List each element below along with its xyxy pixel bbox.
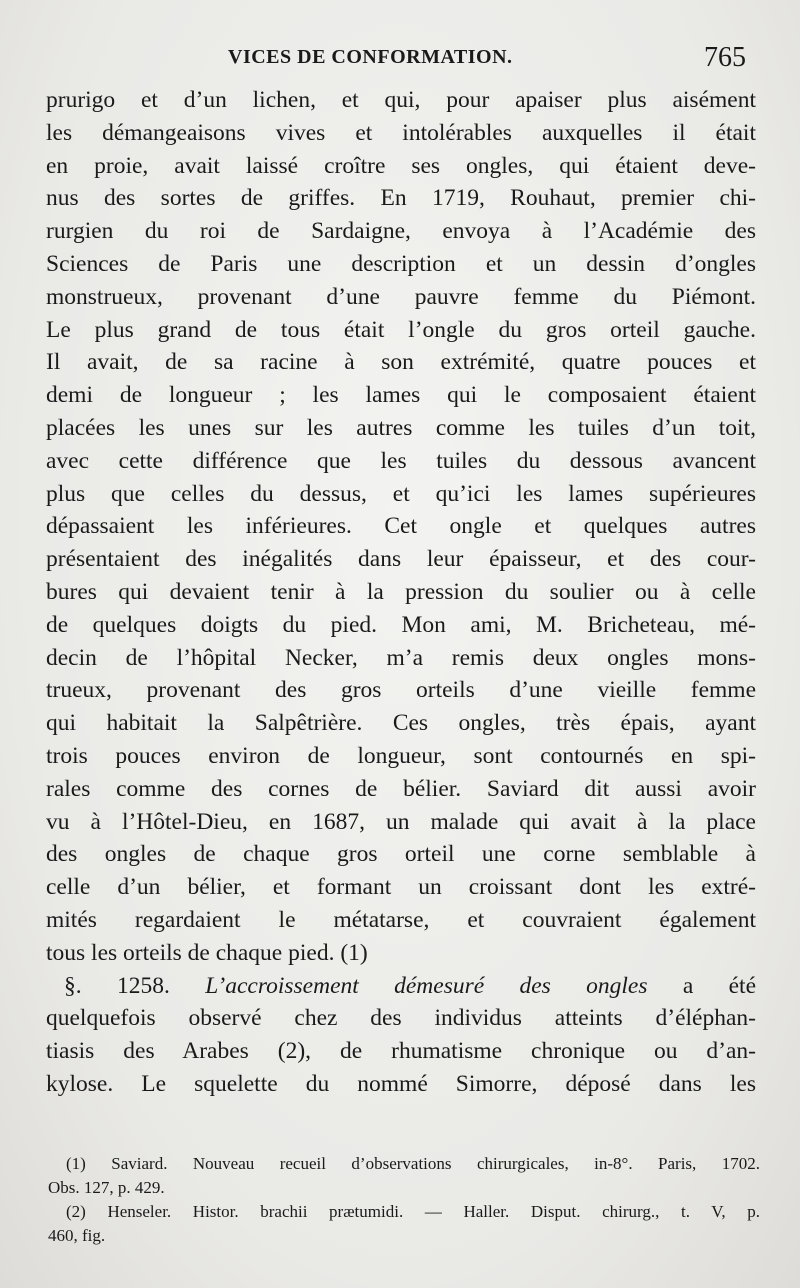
text-line: rales comme des cornes de bélier. Saviard dit aussi avoir xyxy=(46,775,756,802)
text-line: plus que celles du dessus, et qu’ici les lames supérieures xyxy=(46,480,756,507)
text-line: nus des sortes de griffes. En 1719, Rouhaut, premier chi- xyxy=(46,185,756,212)
footnote-1: (1) Saviard. Nouveau recueil d’observations chirurgicales, in-8°. Paris, 1702. xyxy=(66,1154,760,1173)
text-line: des ongles de chaque gros orteil une corne semblable à xyxy=(46,841,756,868)
text-line: quelquefois observé chez des individus atteints d’éléphan- xyxy=(46,1005,756,1032)
footnotes xyxy=(48,1152,760,1248)
footnote-2-cont: 460, fig. xyxy=(48,1226,106,1245)
text-line: celle d’un bélier, et formant un croissant dont les extré- xyxy=(46,874,756,901)
text-line: bures qui devaient tenir à la pression du soulier ou à celle xyxy=(46,578,756,605)
text-line: monstrueux, provenant d’une pauvre femme du Piémont. xyxy=(46,283,756,310)
body-text xyxy=(46,84,756,1101)
text-line: tous les orteils de chaque pied. (1) xyxy=(46,939,368,966)
text-line: présentaient des inégalités dans leur épaisseur, et des cour- xyxy=(46,546,756,573)
footnote-2: (2) Henseler. Histor. brachii prætumidi. — Haller. Disput. chirurg., t. V, p. xyxy=(66,1202,760,1221)
text-line: trois pouces environ de longueur, sont contournés en spi- xyxy=(46,742,756,769)
text-line: decin de l’hôpital Necker, m’a remis deux ongles mons- xyxy=(46,644,756,671)
text-line: de quelques doigts du pied. Mon ami, M. Bricheteau, mé- xyxy=(46,611,756,638)
text-line: dépassaient les inférieures. Cet ongle et quelques autres xyxy=(46,513,756,540)
text-line: demi de longueur ; les lames qui le composaient étaient xyxy=(46,382,756,409)
text-line: mités regardaient le métatarse, et couvraient également xyxy=(46,906,756,933)
section-heading-line xyxy=(46,970,756,1003)
section-number: §. 1258. xyxy=(64,972,170,999)
text-line: qui habitait la Salpêtrière. Ces ongles, très épais, ayant xyxy=(46,710,756,737)
text-line: les démangeaisons vives et intolérables auxquelles il était xyxy=(46,119,756,146)
text-line: placées les unes sur les autres comme les tuiles d’un toit, xyxy=(46,414,756,441)
text-line: Il avait, de sa racine à son extrémité, quatre pouces et xyxy=(46,349,756,376)
section-heading: L’accroissement démesuré des ongles xyxy=(205,972,648,999)
text-line: prurigo et d’un lichen, et qui, pour apaiser plus aisément xyxy=(46,87,756,113)
text-line: Le plus grand de tous était l’ongle du gros orteil gauche. xyxy=(46,316,756,343)
footnote-1-cont: Obs. 127, p. 429. xyxy=(48,1178,165,1197)
text-line: rurgien du roi de Sardaigne, envoya à l’Académie des xyxy=(46,218,756,245)
text-line: avec cette différence que les tuiles du dessous avancent xyxy=(46,447,756,474)
text-line: vu à l’Hôtel-Dieu, en 1687, un malade qui avait à la place xyxy=(46,808,756,835)
page-number: 765 xyxy=(704,42,746,73)
text-line: tiasis des Arabes (2), de rhumatisme chronique ou d’an- xyxy=(46,1038,756,1065)
text-line: en proie, avait laissé croître ses ongles, qui étaient deve- xyxy=(46,152,756,179)
text-line: Sciences de Paris une description et un dessin d’ongles xyxy=(46,250,756,277)
page-header xyxy=(0,40,800,76)
text-line: kylose. Le squelette du nommé Simorre, déposé dans les xyxy=(46,1070,756,1097)
section-heading-rest: a été xyxy=(682,972,756,999)
text-line: trueux, provenant des gros orteils d’une vieille femme xyxy=(46,677,756,704)
running-head: VICES DE CONFORMATION. xyxy=(228,46,513,68)
